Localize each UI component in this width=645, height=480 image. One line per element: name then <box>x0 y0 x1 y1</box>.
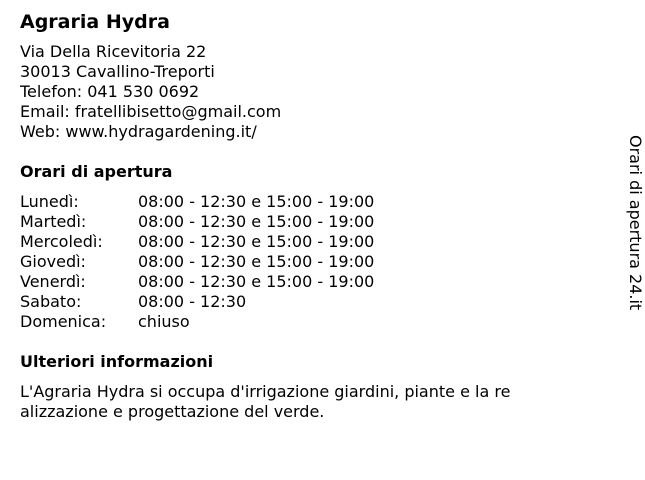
hours-row-friday <box>20 272 580 292</box>
more-info-text: L'Agraria Hydra si occupa d'irrigazione giardini, piante e la realizzazione e progettazione del verde. <box>20 382 511 421</box>
day-label: Domenica: <box>20 312 107 331</box>
hours-row-sunday <box>20 312 580 332</box>
day-label: Giovedì: <box>20 252 86 271</box>
business-card <box>20 10 580 422</box>
website: Web: www.hydragardening.it/ <box>20 122 257 141</box>
time-value: chiuso <box>138 312 190 331</box>
day-label: Venerdì: <box>20 272 86 291</box>
hours-row-thursday <box>20 252 580 272</box>
day-label: Sabato: <box>20 292 82 311</box>
day-label: Mercoledì: <box>20 232 103 251</box>
site-brand: Orari di apertura 24.it <box>626 135 645 311</box>
time-value: 08:00 - 12:30 e 15:00 - 19:00 <box>138 232 375 251</box>
day-label: Lunedì: <box>20 192 79 211</box>
day-label: Martedì: <box>20 212 87 231</box>
time-value: 08:00 - 12:30 e 15:00 - 19:00 <box>138 192 375 211</box>
time-value: 08:00 - 12:30 <box>138 292 247 311</box>
more-info-heading: Ulteriori informazioni <box>20 352 214 371</box>
address-city: 30013 Cavallino-Treporti <box>20 62 215 81</box>
phone-number: Telefon: 041 530 0692 <box>20 82 200 101</box>
opening-hours-table <box>20 192 580 332</box>
hours-row-saturday <box>20 292 580 312</box>
business-name: Agraria Hydra <box>20 11 170 33</box>
hours-row-wednesday <box>20 232 580 252</box>
contact-block <box>20 42 580 142</box>
opening-hours-heading: Orari di apertura <box>20 162 173 181</box>
time-value: 08:00 - 12:30 e 15:00 - 19:00 <box>138 252 375 271</box>
time-value: 08:00 - 12:30 e 15:00 - 19:00 <box>138 272 375 291</box>
email-address: Email: fratellibisetto@gmail.com <box>20 102 282 121</box>
address-street: Via Della Ricevitoria 22 <box>20 42 207 61</box>
time-value: 08:00 - 12:30 e 15:00 - 19:00 <box>138 212 375 231</box>
hours-row-tuesday <box>20 212 580 232</box>
hours-row-monday <box>20 192 580 212</box>
